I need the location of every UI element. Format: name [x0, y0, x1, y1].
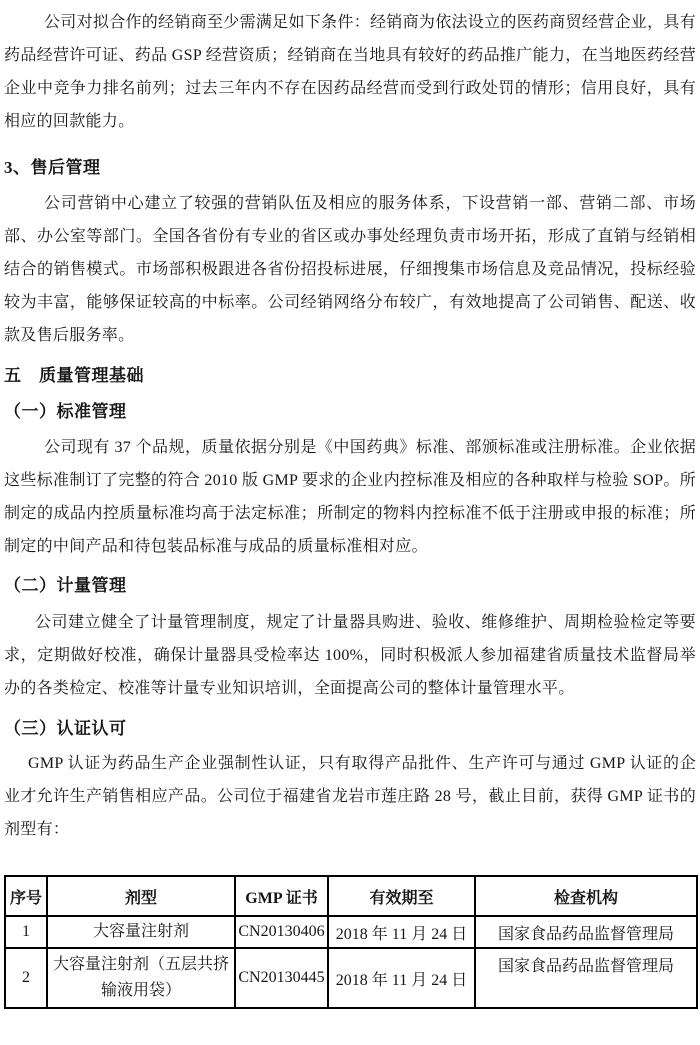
table-header-row: [5, 876, 697, 916]
cell-valid-until: 2018 年 11 月 24 日: [328, 948, 475, 1008]
column-header-gmp-certificate: GMP 证书: [235, 876, 328, 916]
cell-serial-number: 2: [5, 948, 47, 1008]
column-header-inspection-agency: 检查机构: [475, 876, 697, 916]
cell-inspection-agency: 国家食品药品监督管理局: [475, 916, 697, 948]
paragraph-after-sales: 公司营销中心建立了较强的营销队伍及相应的服务体系，下设营销一部、营销二部、市场部、办公室等部门。全国各省份有专业的省区或办事处经理负责市场开拓，形成了直销与经销相结合的销售模式。市场部积极跟进各省份招投标进展，仔细搜集市场信息及竞品情况，投标经验较为丰富，能够保证较高的中标率。公司经销网络分布较广，有效地提高了公司销售、配送、收款及售后服务率。: [4, 195, 696, 344]
table-row: [5, 948, 697, 1008]
cell-valid-until: 2018 年 11 月 24 日: [328, 916, 475, 948]
cell-gmp-certificate: CN20130445: [235, 948, 328, 1008]
cell-serial-number: 1: [5, 916, 47, 948]
heading-certification-accreditation: （三）认证认可: [4, 719, 127, 738]
cell-dosage-form: 大容量注射剂: [47, 916, 235, 948]
gmp-certificate-table: [4, 875, 698, 1009]
paragraph-gmp-certification: GMP 认证为药品生产企业强制性认证，只有取得产品批件、生产许可与通过 GMP 认证的企业才允许生产销售相应产品。公司位于福建省龙岩市莲庄路 28 号，截止目前，获得 GMP 证书的剂型有：: [4, 755, 696, 838]
column-header-valid-until: 有效期至: [328, 876, 475, 916]
heading-after-sales-management: 3、售后管理: [4, 158, 101, 177]
paragraph-distributor-conditions: 公司对拟合作的经销商至少需满足如下条件：经销商为依法设立的医药商贸经营企业，具有药品经营许可证、药品 GSP 经营资质；经销商在当地具有较好的药品推广能力，在当地医药经营企业中竞争力排名前列；过去三年内不存在因药品经营而受到行政处罚的情形；信用良好，具有相应的回款能力。: [4, 14, 697, 130]
column-header-dosage-form: 剂型: [47, 876, 235, 916]
heading-standard-management: （一）标准管理: [4, 402, 127, 421]
paragraph-metrology-management: 公司建立健全了计量管理制度，规定了计量器具购进、验收、维修维护、周期检验检定等要求，定期做好校准，确保计量器具受检率达 100%，同时积极派人参加福建省质量技术监督局举办的各类检定、校准等计量专业知识培训，全面提高公司的整体计量管理水平。: [4, 614, 696, 697]
heading-quality-management-basis: 五 质量管理基础: [4, 366, 144, 385]
heading-metrology-management: （二）计量管理: [4, 576, 127, 595]
paragraph-standard-management: 公司现有 37 个品规，质量依据分别是《中国药典》标准、部颁标准或注册标准。企业依据这些标准制订了完整的符合 2010 版 GMP 要求的企业内控标准及相应的各种取样与检验 SOP。所制定的成品内控质量标准均高于法定标准；所制定的物料内控标准不低于注册或申报的标准；所制定的中间产品和待包装品标准与成品的质量标准相对应。: [4, 439, 696, 555]
cell-gmp-certificate: CN20130406: [235, 916, 328, 948]
column-header-serial-number: 序号: [5, 876, 47, 916]
table-row: [5, 916, 697, 948]
cell-dosage-form: 大容量注射剂（五层共挤输液用袋）: [47, 948, 235, 1008]
cell-inspection-agency: 国家食品药品监督管理局: [475, 948, 697, 1008]
